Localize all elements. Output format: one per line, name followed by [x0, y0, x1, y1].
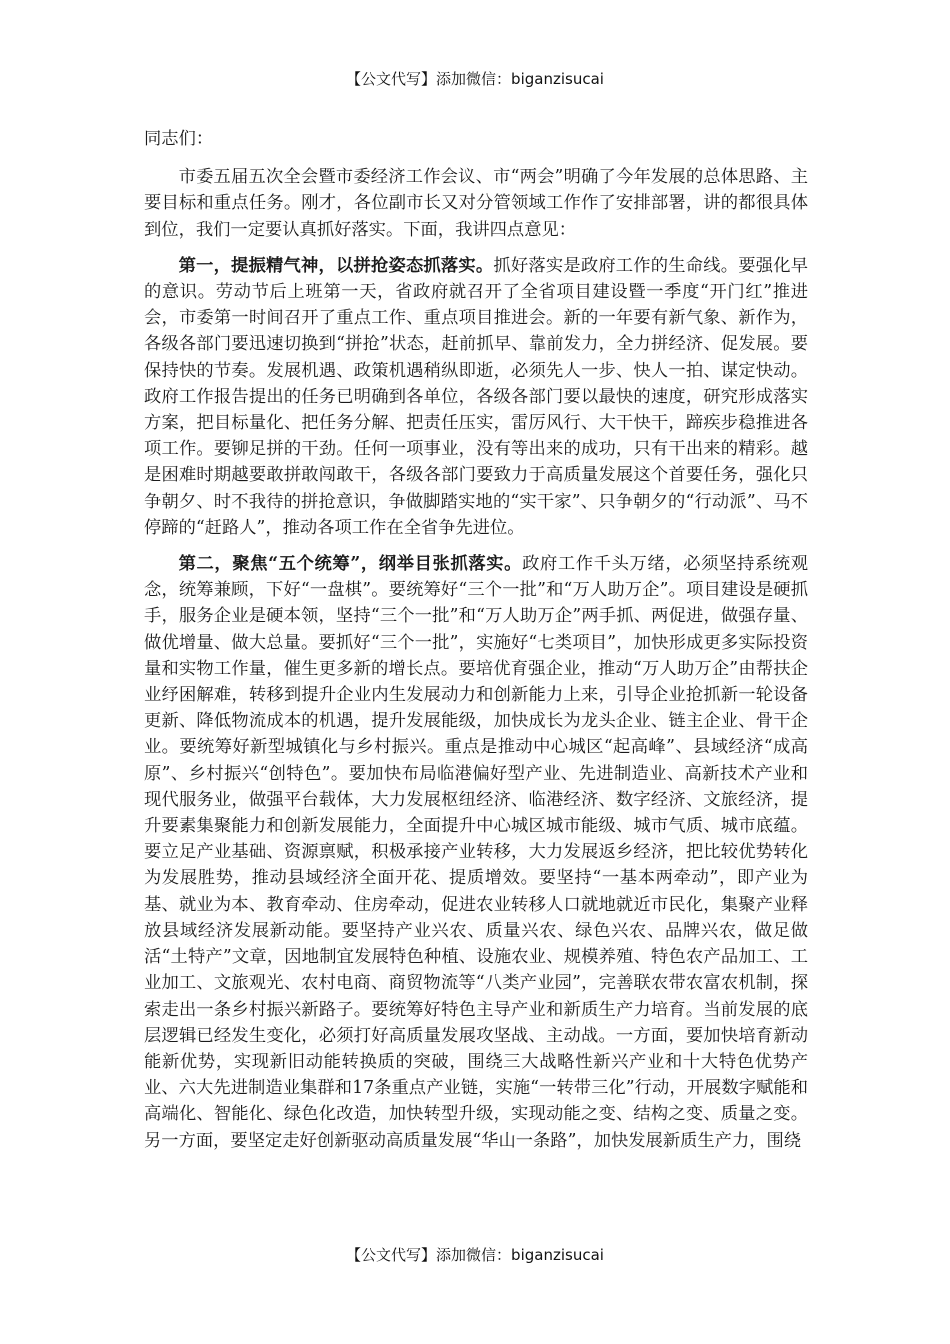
section-2-paragraph: [144, 551, 808, 1154]
section-2-text: 政府工作千头万绪，必须坚持系统观念，统筹兼顾，下好“一盘棋”。要统筹好“三个一批”和“万人助万企”。项目建设是硬抓手，服务企业是硬本领，坚持“三个一批”和“万人助万企”两手抓、两促进，做强存量、做优增量、做大总量。要抓好“三个一批”，实施好“七类项目”，加快形成更多实际投资量和实物工作量，催生更多新的增长点。要培优育强企业，推动“万人助万企”由帮扶企业纾困解难，转移到提升企业内生发展动力和创新能力上来，引导企业抢抓新一轮设备更新、降低物流成本的机遇，提升发展能级，加快成长为龙头企业、链主企业、骨干企业。要统筹好新型城镇化与乡村振兴。重点是推动中心城区“起高峰”、县域经济“成高原”、乡村振兴“创特色”。要加快布局临港偏好型产业、先进制造业、高新技术产业和现代服务业，做强平台载体，大力发展枢纽经济、临港经济、数字经济、文旅经济，提升要素集聚能力和创新发展能力，全面提升中心城区城市能级、城市气质、城市底蕴。要立足产业基础、资源禀赋，积极承接产业转移，大力发展返乡经济，把比较优势转化为发展胜势，推动县域经济全面开花、提质增效。要坚持“一基本两牵动”，即产业为基、就业为本、教育牵动、住房牵动，促进农业转移人口就地就近市民化，集聚产业释放县域经济发展新动能。要坚持产业兴农、质量兴农、绿色兴农、品牌兴农，做足做活“土特产”文章，因地制宜发展特色种植、设施农业、规模养殖、特色农产品加工、工业加工、文旅观光、农村电商、商贸物流等“八类产业园”，完善联农带农富农机制，探索走出一条乡村振兴新路子。要统筹好特色主导产业和新质生产力培育。当前发展的底层逻辑已经发生变化，必须打好高质量发展攻坚战、主动战。一方面，要加快培育新动能新优势，实现新旧动能转换质的突破，围绕三大战略性新兴产业和十大特色优势产业、六大先进制造业集群和17条重点产业链，实施“一转带三化”行动，开展数字赋能和高端化、智能化、绿色化改造，加快转型升级，实现动能之变、结构之变、质量之变。另一方面，要坚定走好创新驱动高质量发展“华山一条路”，加快发展新质生产力，围绕: [144, 554, 808, 1151]
document-body: [144, 126, 808, 1164]
section-2-heading: 第二，聚焦“五个统筹”，纲举目张抓落实。: [178, 554, 523, 575]
page-footer: 【公文代写】添加微信：biganzisucai: [346, 1246, 604, 1264]
section-1-text: 抓好落实是政府工作的生命线。要强化早的意识。劳动节后上班第一天，省政府就召开了全省项目建设暨一季度“开门红”推进会，市委第一时间召开了重点工作、重点项目推进会。新的一年要有新气象、新作为，各级各部门要迅速切换到“拼抢”状态，赶前抓早、靠前发力，全力拼经济、促发展。要保持快的节奏。发展机遇、政策机遇稍纵即逝，必须先人一步、快人一拍、谋定快动。政府工作报告提出的任务已明确到各单位，各级各部门要以最快的速度，研究形成落实方案，把目标量化、把任务分解、把责任压实，雷厉风行、大干快干，蹄疾步稳推进各项工作。要铆足拼的干劲。任何一项事业，没有等出来的成功，只有干出来的精彩。越是困难时期越要敢拼敢闯敢干，各级各部门要致力于高质量发展这个首要任务，强化只争朝夕、时不我待的拼抢意识，争做脚踏实地的“实干家”、只争朝夕的“行动派”、马不停蹄的“赶路人”，推动各项工作在全省争先进位。: [144, 255, 808, 538]
section-1-heading: 第一，提振精气神，以拼抢姿态抓落实。: [178, 255, 494, 276]
intro-paragraph: 市委五届五次全会暨市委经济工作会议、市“两会”明确了今年发展的总体思路、主要目标和重点任务。刚才，各位副市长又对分管领域工作作了安排部署，讲的都很具体到位，我们一定要认真抓好落实。下面，我讲四点意见：: [144, 167, 808, 240]
page-header: 【公文代写】添加微信：biganzisucai: [346, 70, 604, 88]
salutation: 同志们：: [144, 129, 214, 149]
section-1-paragraph: [144, 253, 808, 541]
